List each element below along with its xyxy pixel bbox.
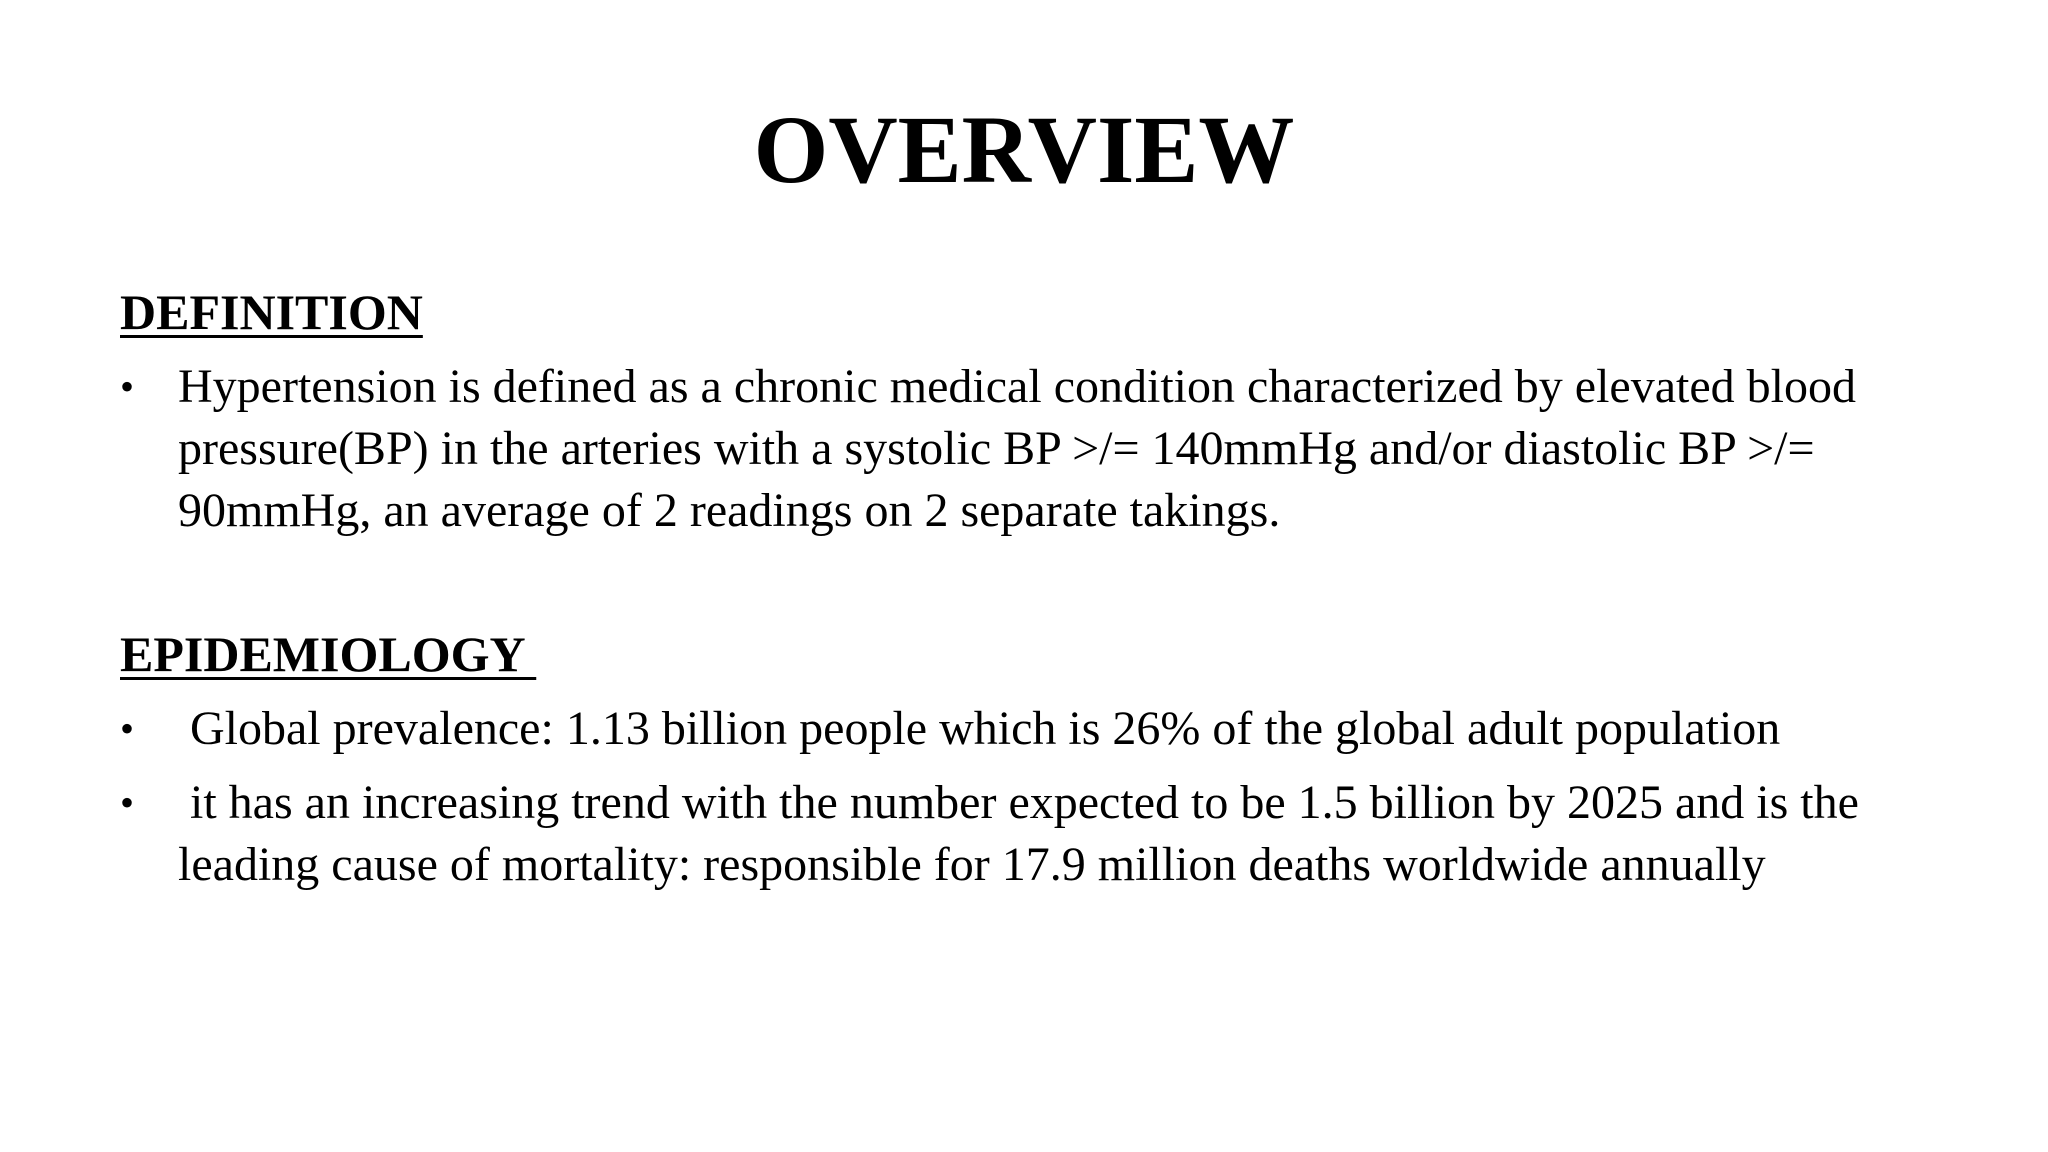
bullet-item [120,356,1940,542]
bullet-icon: • [120,780,135,825]
epidemiology-heading: EPIDEMIOLOGY [120,626,537,682]
epidemiology-bullet-list [120,698,1940,908]
bullet-icon: • [120,364,135,409]
bullet-item [120,772,1940,896]
definition-text: Hypertension is defined as a chronic medical condition characterized by elevated blood pressure(BP) in the arteries with a systolic BP >/= 140mmHg and/or diastolic BP >/= 90mmHg, an average of 2 readings on 2 separate takings. [178,360,1857,537]
bullet-item [120,698,1940,760]
definition-heading: DEFINITION [120,284,423,340]
definition-bullet-list [120,356,1940,554]
prevalence-text: Global prevalence: 1.13 billion people which is 26% of the global adult population [190,702,1781,755]
bullet-icon: • [120,706,135,751]
slide-title: OVERVIEW [753,96,1295,203]
trend-text: it has an increasing trend with the number expected to be 1.5 billion by 2025 and is the leading cause of mortality: responsible for 17.9 million deaths worldwide annually [178,776,1859,891]
